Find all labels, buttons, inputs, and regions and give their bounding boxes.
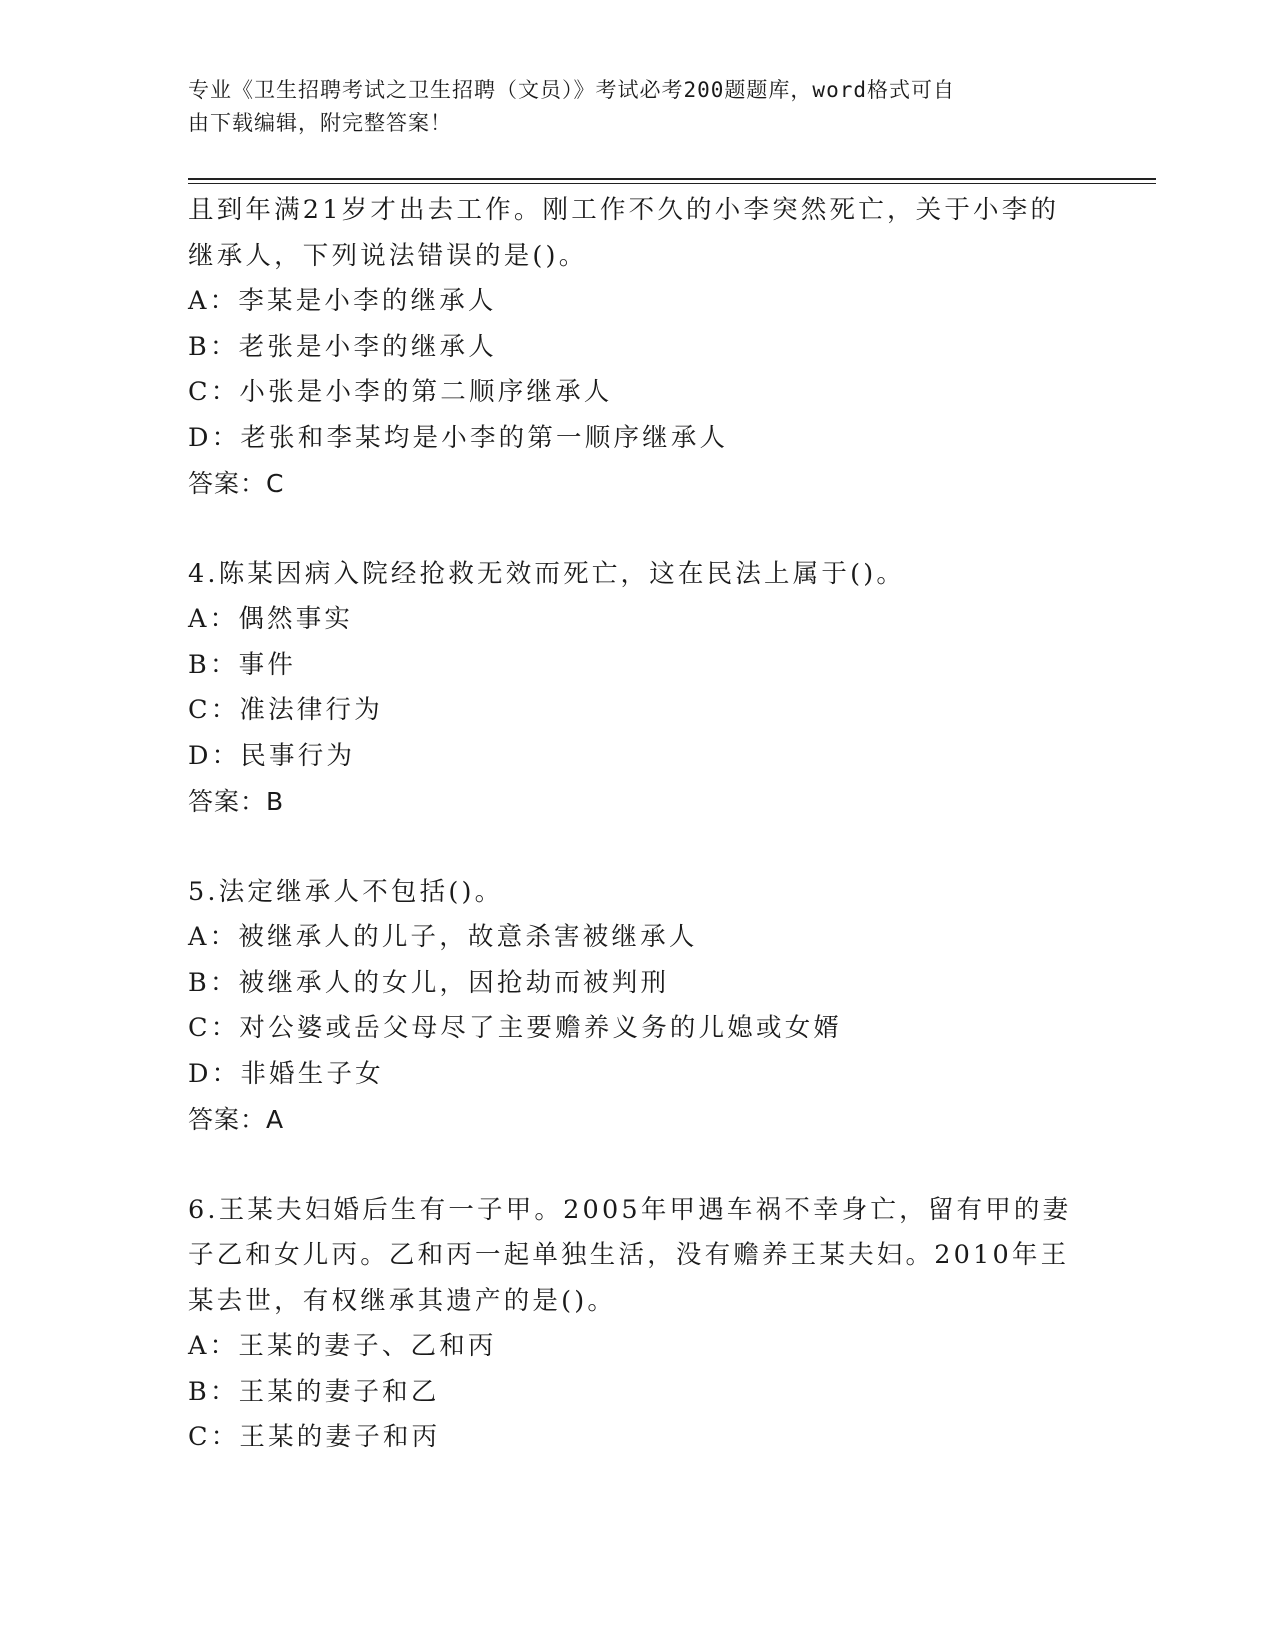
question-text: 继承人，下列说法错误的是()。 bbox=[188, 240, 588, 271]
question-text: 5.法定继承人不包括()。 bbox=[188, 876, 504, 907]
option-b: B：事件 bbox=[188, 649, 297, 680]
option-c: C：小张是小李的第二顺序继承人 bbox=[188, 377, 613, 407]
option-d: D：老张和李某均是小李的第一顺序继承人 bbox=[188, 422, 729, 453]
question-block bbox=[188, 552, 1088, 825]
document-header bbox=[188, 74, 1088, 140]
question-block bbox=[188, 870, 1088, 1143]
answer-line: 答案：B bbox=[188, 787, 285, 816]
option-a: A：王某的妻子、乙和丙 bbox=[188, 1331, 497, 1361]
question-text: 且到年满21岁才出去工作。刚工作不久的小李突然死亡，关于小李的 bbox=[188, 195, 1060, 225]
spacer bbox=[188, 825, 1088, 870]
header-divider bbox=[188, 183, 1156, 184]
option-b: B：被继承人的女儿，因抢劫而被判刑 bbox=[188, 967, 670, 998]
option-c: C：王某的妻子和丙 bbox=[188, 1422, 441, 1452]
question-text: 6.王某夫妇婚后生有一子甲。2005年甲遇车祸不幸身亡，留有甲的妻 bbox=[188, 1194, 1072, 1225]
question-list bbox=[188, 188, 1088, 1461]
spacer bbox=[188, 507, 1088, 552]
option-d: D：民事行为 bbox=[188, 740, 356, 771]
header-divider bbox=[188, 178, 1156, 180]
option-b: B：老张是小李的继承人 bbox=[188, 331, 497, 362]
question-text: 子乙和女儿丙。乙和丙一起单独生活，没有赡养王某夫妇。2010年王 bbox=[188, 1240, 1070, 1270]
option-c: C：准法律行为 bbox=[188, 695, 383, 725]
question-text: 某去世，有权继承其遗产的是()。 bbox=[188, 1285, 617, 1316]
answer-line: 答案：C bbox=[188, 469, 285, 498]
option-d: D：非婚生子女 bbox=[188, 1058, 384, 1089]
option-a: A：被继承人的儿子，故意杀害被继承人 bbox=[188, 922, 698, 952]
question-block bbox=[188, 1188, 1088, 1461]
answer-line: 答案：A bbox=[188, 1105, 285, 1134]
option-a: A：李某是小李的继承人 bbox=[188, 286, 497, 316]
spacer bbox=[188, 1143, 1088, 1188]
option-a: A：偶然事实 bbox=[188, 604, 354, 634]
question-text: 4.陈某因病入院经抢救无效而死亡，这在民法上属于()。 bbox=[188, 558, 906, 589]
header-line: 专业《卫生招聘考试之卫生招聘（文员）》考试必考200题题库，word格式可自 bbox=[188, 78, 955, 102]
option-b: B：王某的妻子和乙 bbox=[188, 1376, 440, 1407]
question-block bbox=[188, 188, 1088, 507]
header-line: 由下载编辑，附完整答案！ bbox=[188, 111, 452, 135]
option-c: C：对公婆或岳父母尽了主要赡养义务的儿媳或女婿 bbox=[188, 1013, 843, 1043]
